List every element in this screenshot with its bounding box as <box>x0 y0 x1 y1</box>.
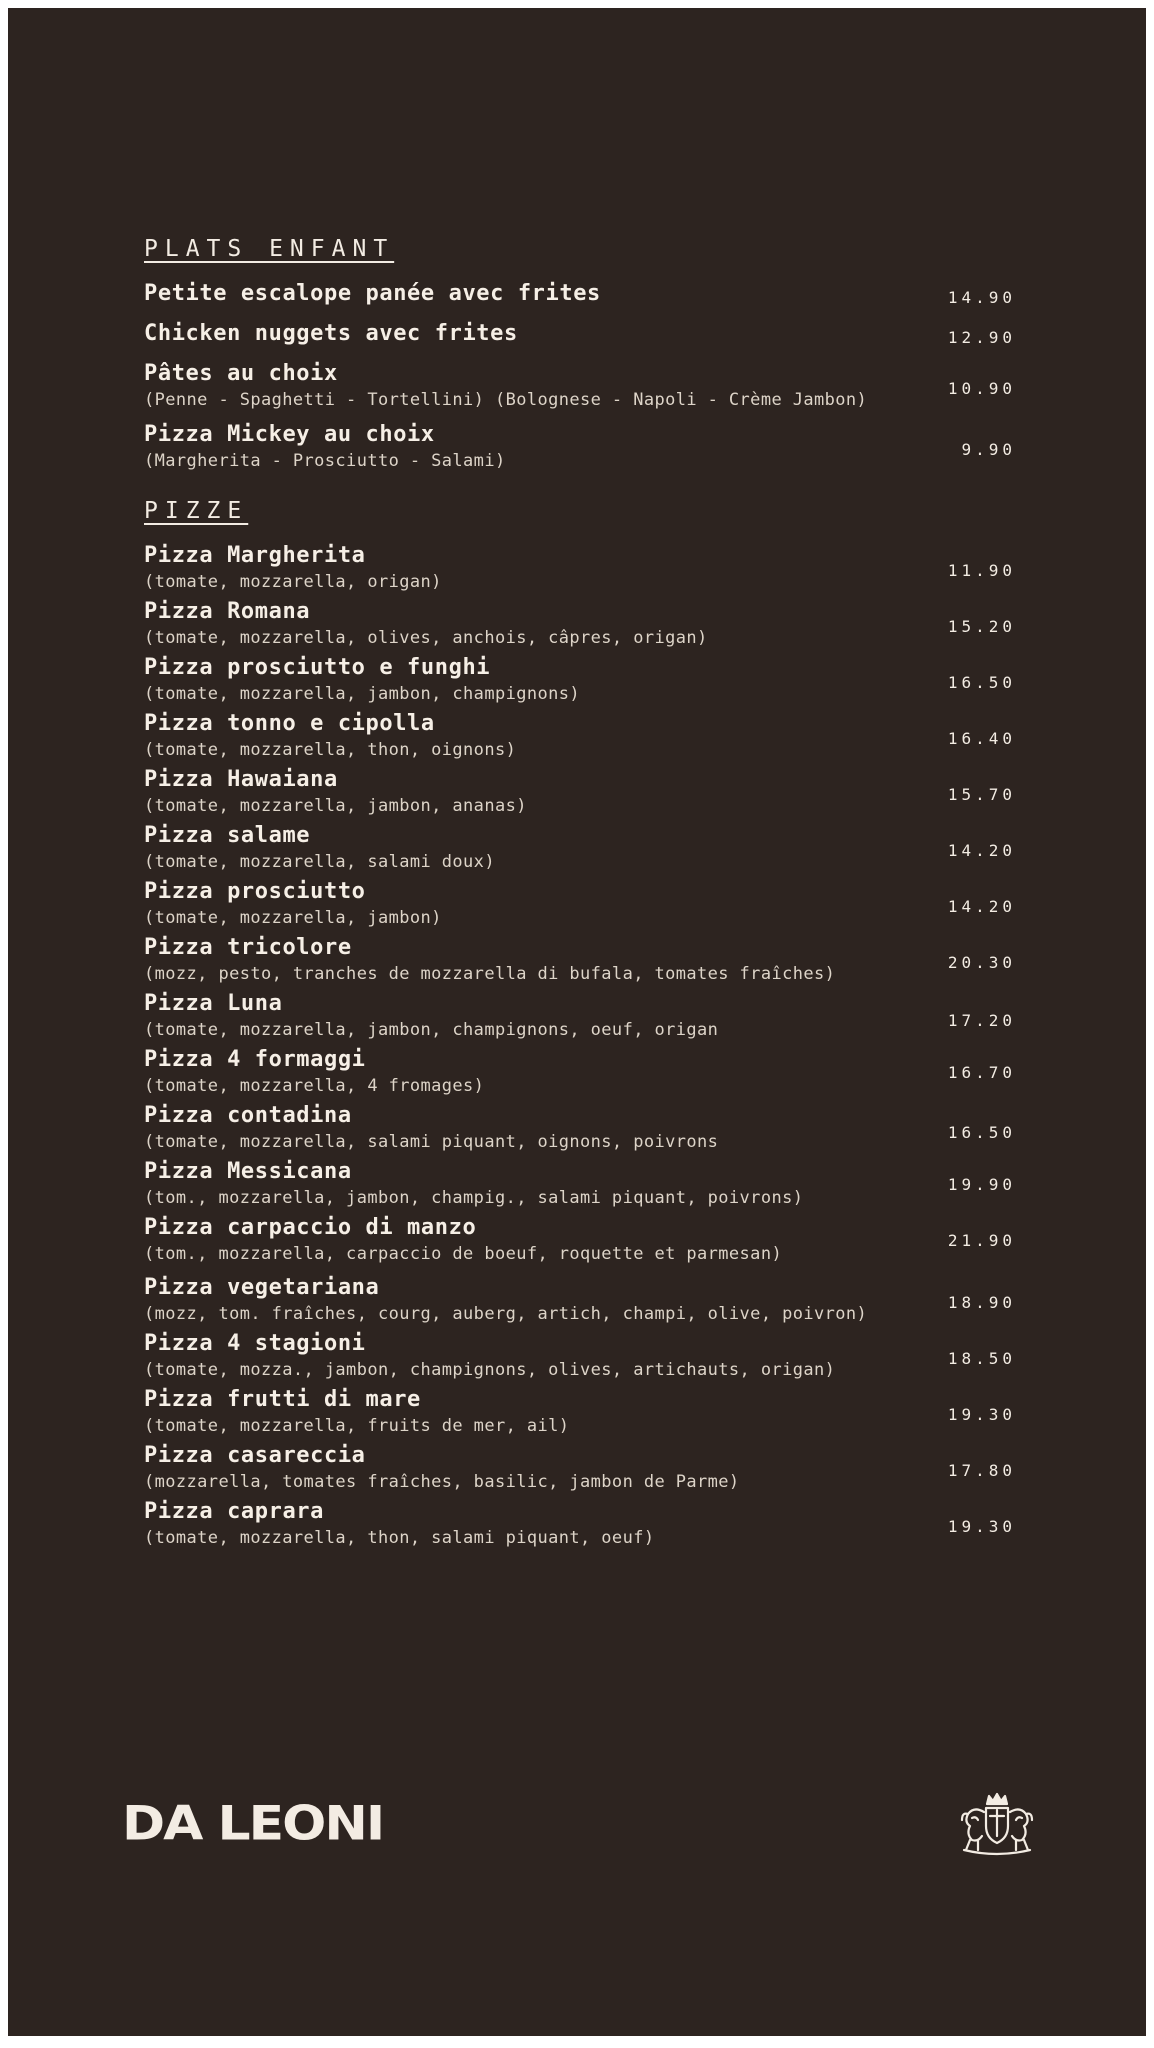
menu-item <box>144 654 1024 706</box>
item-price: 21.90 <box>947 1231 1016 1250</box>
item-description: (tomate, mozzarella, jambon, ananas) <box>144 796 527 816</box>
da-leoni-logo: DA LEONI <box>122 1797 384 1852</box>
item-name: Pizza Margherita <box>144 543 366 568</box>
menu-item <box>144 766 1024 818</box>
menu-item <box>144 598 1024 650</box>
item-description: (tomate, mozzarella, jambon, champignons) <box>144 684 581 704</box>
item-price: 16.40 <box>947 729 1016 748</box>
item-description: (tomate, mozzarella, thon, salami piquant, oeuf) <box>144 1528 655 1548</box>
menu-item <box>144 822 1024 874</box>
item-description: (tom., mozzarella, carpaccio de boeuf, roquette et parmesan) <box>144 1244 783 1264</box>
item-name: Pizza Hawaiana <box>144 767 338 792</box>
item-name: Pizza frutti di mare <box>144 1387 421 1412</box>
menu-item <box>144 542 1024 594</box>
item-description: (tomate, mozzarella, salami piquant, oignons, poivrons <box>144 1132 719 1152</box>
item-price: 9.90 <box>961 440 1016 459</box>
item-price: 19.90 <box>947 1175 1016 1194</box>
item-description: (mozz, tom. fraîches, courg, auberg, artich, champi, olive, poivron) <box>144 1304 868 1324</box>
item-price: 17.20 <box>947 1011 1016 1030</box>
item-description: (mozz, pesto, tranches de mozzarella di bufala, tomates fraîches) <box>144 964 836 984</box>
item-price: 19.30 <box>947 1405 1016 1424</box>
menu-item <box>144 1386 1024 1438</box>
item-name: Pizza Romana <box>144 599 311 624</box>
item-name: Pizza contadina <box>144 1103 352 1128</box>
item-name: Pizza Luna <box>144 991 283 1016</box>
item-name: Pizza tonno e cipolla <box>144 711 435 736</box>
item-description: (tomate, mozzarella, olives, anchois, câpres, origan) <box>144 628 708 648</box>
item-description: (tomate, mozzarella, thon, oignons) <box>144 740 517 760</box>
item-description: (tomate, mozzarella, fruits de mer, ail) <box>144 1416 570 1436</box>
menu-item <box>144 280 1024 308</box>
item-price: 16.70 <box>947 1063 1016 1082</box>
menu-item <box>144 878 1024 930</box>
menu-item <box>144 1046 1024 1098</box>
section-title-pizze: PIZZE <box>144 498 249 524</box>
menu-item <box>144 1102 1024 1154</box>
item-price: 16.50 <box>947 1123 1016 1142</box>
menu-item <box>144 934 1024 986</box>
item-price: 15.70 <box>947 785 1016 804</box>
item-name: Chicken nuggets avec frites <box>144 321 518 346</box>
menu-item <box>144 320 1024 348</box>
item-description: (tomate, mozzarella, salami doux) <box>144 852 495 872</box>
item-price: 17.80 <box>947 1461 1016 1480</box>
item-description: (mozzarella, tomates fraîches, basilic, jambon de Parme) <box>144 1472 740 1492</box>
item-price: 18.50 <box>947 1349 1016 1368</box>
item-name: Pizza salame <box>144 823 311 848</box>
item-name: Pizza Mickey au choix <box>144 422 435 447</box>
item-price: 14.90 <box>947 288 1016 307</box>
item-price: 10.90 <box>947 379 1016 398</box>
item-name: Pizza vegetariana <box>144 1275 380 1300</box>
menu-item <box>144 990 1024 1042</box>
item-description: (tomate, mozzarella, jambon, champignons, oeuf, origan <box>144 1020 719 1040</box>
menu-item <box>144 1158 1024 1210</box>
item-name: Pizza 4 stagioni <box>144 1331 366 1356</box>
menu-page <box>8 8 1146 2036</box>
item-price: 14.20 <box>947 897 1016 916</box>
item-description: (tomate, mozzarella, jambon) <box>144 908 442 928</box>
item-description: (tomate, mozza., jambon, champignons, olives, artichauts, origan) <box>144 1360 836 1380</box>
menu-item <box>144 421 1024 473</box>
item-name: Pizza caprara <box>144 1499 324 1524</box>
item-price: 19.30 <box>947 1517 1016 1536</box>
menu-item <box>144 1498 1024 1550</box>
item-price: 11.90 <box>947 561 1016 580</box>
menu-item <box>144 710 1024 762</box>
item-description: (Margherita - Prosciutto - Salami) <box>144 451 506 471</box>
menu-item <box>144 1274 1024 1326</box>
item-description: (tomate, mozzarella, 4 fromages) <box>144 1076 485 1096</box>
item-name: Pizza tricolore <box>144 935 352 960</box>
item-description: (Penne - Spaghetti - Tortellini) (Bolognese - Napoli - Crème Jambon) <box>144 390 868 410</box>
lion-crest-icon <box>956 1790 1038 1858</box>
item-name: Pizza casareccia <box>144 1443 366 1468</box>
item-name: Petite escalope panée avec frites <box>144 281 601 306</box>
item-price: 12.90 <box>947 328 1016 347</box>
item-name: Pâtes au choix <box>144 361 338 386</box>
item-description: (tom., mozzarella, jambon, champig., salami piquant, poivrons) <box>144 1188 804 1208</box>
menu-item <box>144 1330 1024 1382</box>
item-name: Pizza prosciutto e funghi <box>144 655 491 680</box>
item-price: 14.20 <box>947 841 1016 860</box>
menu-item <box>144 1442 1024 1494</box>
item-price: 15.20 <box>947 617 1016 636</box>
item-price: 18.90 <box>947 1293 1016 1312</box>
item-name: Pizza 4 formaggi <box>144 1047 366 1072</box>
item-price: 20.30 <box>947 953 1016 972</box>
item-name: Pizza Messicana <box>144 1159 352 1184</box>
item-name: Pizza carpaccio di manzo <box>144 1215 477 1240</box>
menu-item <box>144 360 1024 412</box>
item-description: (tomate, mozzarella, origan) <box>144 572 442 592</box>
section-title-plats-enfant: PLATS ENFANT <box>144 236 395 262</box>
menu-item <box>144 1214 1024 1266</box>
item-price: 16.50 <box>947 673 1016 692</box>
item-name: Pizza prosciutto <box>144 879 366 904</box>
